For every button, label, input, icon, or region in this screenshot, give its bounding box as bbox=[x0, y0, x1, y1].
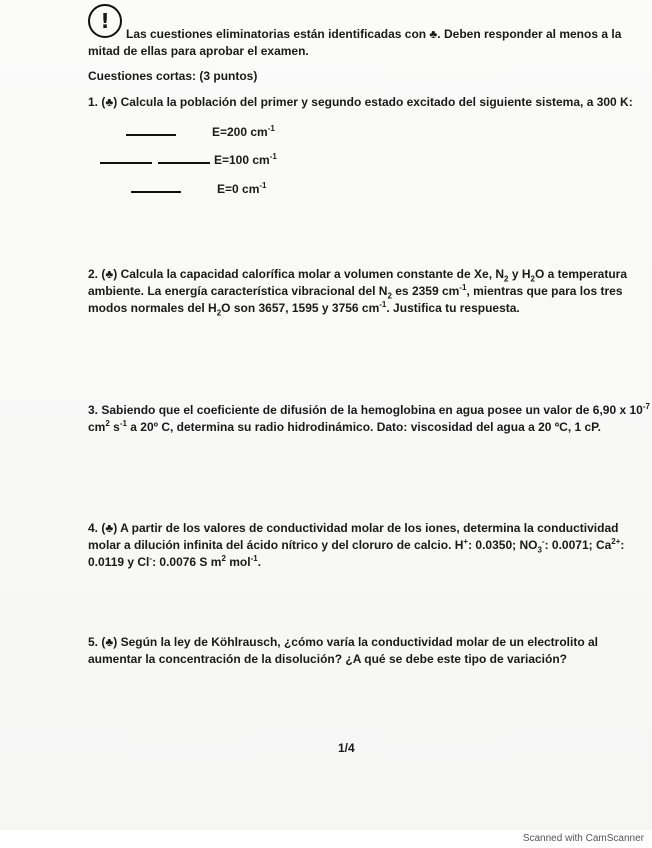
energy-level-100-b bbox=[158, 162, 210, 164]
q2-number: 2. (♣) bbox=[88, 267, 118, 281]
section-title: Cuestiones cortas: (3 puntos) bbox=[88, 69, 258, 83]
energy-label-100: E=100 $cm^{-1}$ bbox=[214, 152, 277, 167]
question-4-line-1: 4. (♣) A partir de los valores de conductividad molar de los iones, determina la conductividad bbox=[88, 521, 619, 535]
notice-line-1: Las cuestiones eliminatorias están identificadas con ♣. Deben responder al menos a la bbox=[126, 27, 622, 41]
energy-level-100-a bbox=[100, 162, 152, 164]
q1-text: Calcula la población del primer y segundo estado excitado del siguiente sistema, a 300 K: bbox=[120, 95, 633, 109]
question-3-line-1: 3. Sabiendo que el coeficiente de difusión de la hemoglobina en agua posee un valor de 6,90 x $10^{-7}$ bbox=[88, 402, 650, 417]
exclamation-icon: ! bbox=[88, 4, 122, 38]
question-2-line-1: 2. (♣) Calcula la capacidad calorífica molar a volumen constante de Xe, $N_2$ y $H_2O$ a temperatura bbox=[88, 267, 628, 284]
q4-number: 4. (♣) bbox=[88, 521, 118, 535]
q3-number: 3. bbox=[88, 403, 99, 417]
question-3-line-2: $cm^2$ $s^{-1}$ a 20º C, determina su radio hidrodinámico. Dato: viscosidad del agua a 20 ºC, 1 cP. bbox=[88, 419, 601, 434]
energy-level-0 bbox=[131, 191, 181, 193]
scanner-watermark: Scanned with CamScanner bbox=[522, 833, 644, 844]
question-4-line-3: 0.0119 y Cl-: 0.0076 S $m^2$ mol$^{-1}$. bbox=[88, 554, 262, 569]
q1-number: 1. (♣) bbox=[88, 95, 118, 109]
question-4-line-2: molar a dilución infinita del ácido nítrico y del cloruro de calcio. H+: 0.0350; $NO_3^-$: 0.0071; $Ca^{2+}$: bbox=[88, 537, 625, 555]
question-2-line-2: ambiente. La energía característica vibracional del $N_2$ es 2359 $cm^{-1}$, mientras que para los tres bbox=[88, 283, 623, 301]
energy-label-0: E=0 $cm^{-1}$ bbox=[217, 181, 267, 196]
question-1 bbox=[88, 94, 633, 111]
energy-level-200 bbox=[126, 134, 176, 136]
question-5-line-1: 5. (♣) Según la ley de Köhlrausch, ¿cómo varía la conductividad molar de un electrolito al bbox=[88, 635, 599, 649]
question-2-line-3: modos normales del $H_2O$ son 3657, 1595 y 3756 $cm^{-1}$. Justifica tu respuesta. bbox=[88, 300, 520, 318]
notice-line-2: mitad de ellas para aprobar el examen. bbox=[88, 44, 309, 58]
page-number: 1/4 bbox=[338, 741, 355, 755]
q5-number: 5. (♣) bbox=[88, 635, 118, 649]
question-5-line-2: aumentar la concentración de la disolución? ¿A qué se debe este tipo de variación? bbox=[88, 652, 568, 666]
energy-label-200: E=200 $cm^{-1}$ bbox=[212, 124, 275, 139]
